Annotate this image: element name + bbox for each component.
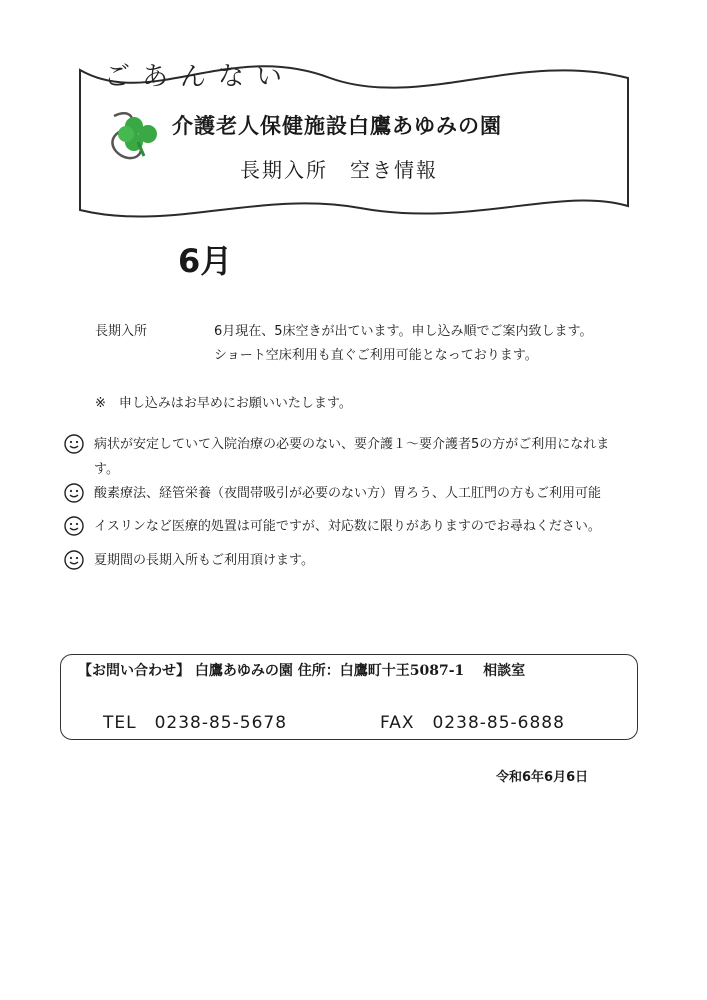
issue-date: 令和6年6月6日	[496, 770, 589, 785]
long-term-line-1: 6月現在、5床空きが出ています。申し込み順でご案内致します。	[214, 324, 593, 339]
contact-fax: FAX 0238-85-6888	[380, 713, 565, 733]
list-item-summer: 夏期間の長期入所もご利用頂けます。	[94, 553, 314, 568]
contact-inquiry: 【お問い合わせ】 白鷹あゆみの園 住所：白鷹町十王5087-1 相談室	[78, 663, 526, 679]
list-item-medical-care: 酸素療法、経管栄養（夜間帯吸引が必要のない方）胃ろう、人工肛門の方もご利用可能	[94, 486, 602, 501]
application-note: ※ 申し込みはお早めにお願いいたします。	[95, 396, 352, 411]
month-heading: 6月	[178, 242, 233, 280]
smiley-icon	[64, 483, 84, 503]
list-item-treatment: イスリンなど医療的処置は可能ですが、対応数に限りがありますのでお尋ねください。	[94, 519, 601, 534]
clover-logo-icon	[104, 104, 166, 166]
long-term-line-2: ショート空床利用も直ぐご利用可能となっております。	[214, 348, 538, 363]
list-item-eligibility: 病状が安定していて入院治療の必要のない、要介護１～要介護者5の方がご利用になれます。	[94, 437, 610, 477]
long-term-label: 長期入所	[95, 324, 148, 339]
contact-tel: TEL 0238-85-5678	[103, 713, 288, 733]
guide-heading: ごあんない	[104, 62, 295, 92]
page-subtitle: 長期入所 空き情報	[240, 158, 438, 182]
smiley-icon	[64, 516, 84, 536]
smiley-icon	[64, 434, 84, 454]
smiley-icon	[64, 550, 84, 570]
facility-name: 介護老人保健施設白鷹あゆみの園	[172, 114, 502, 138]
